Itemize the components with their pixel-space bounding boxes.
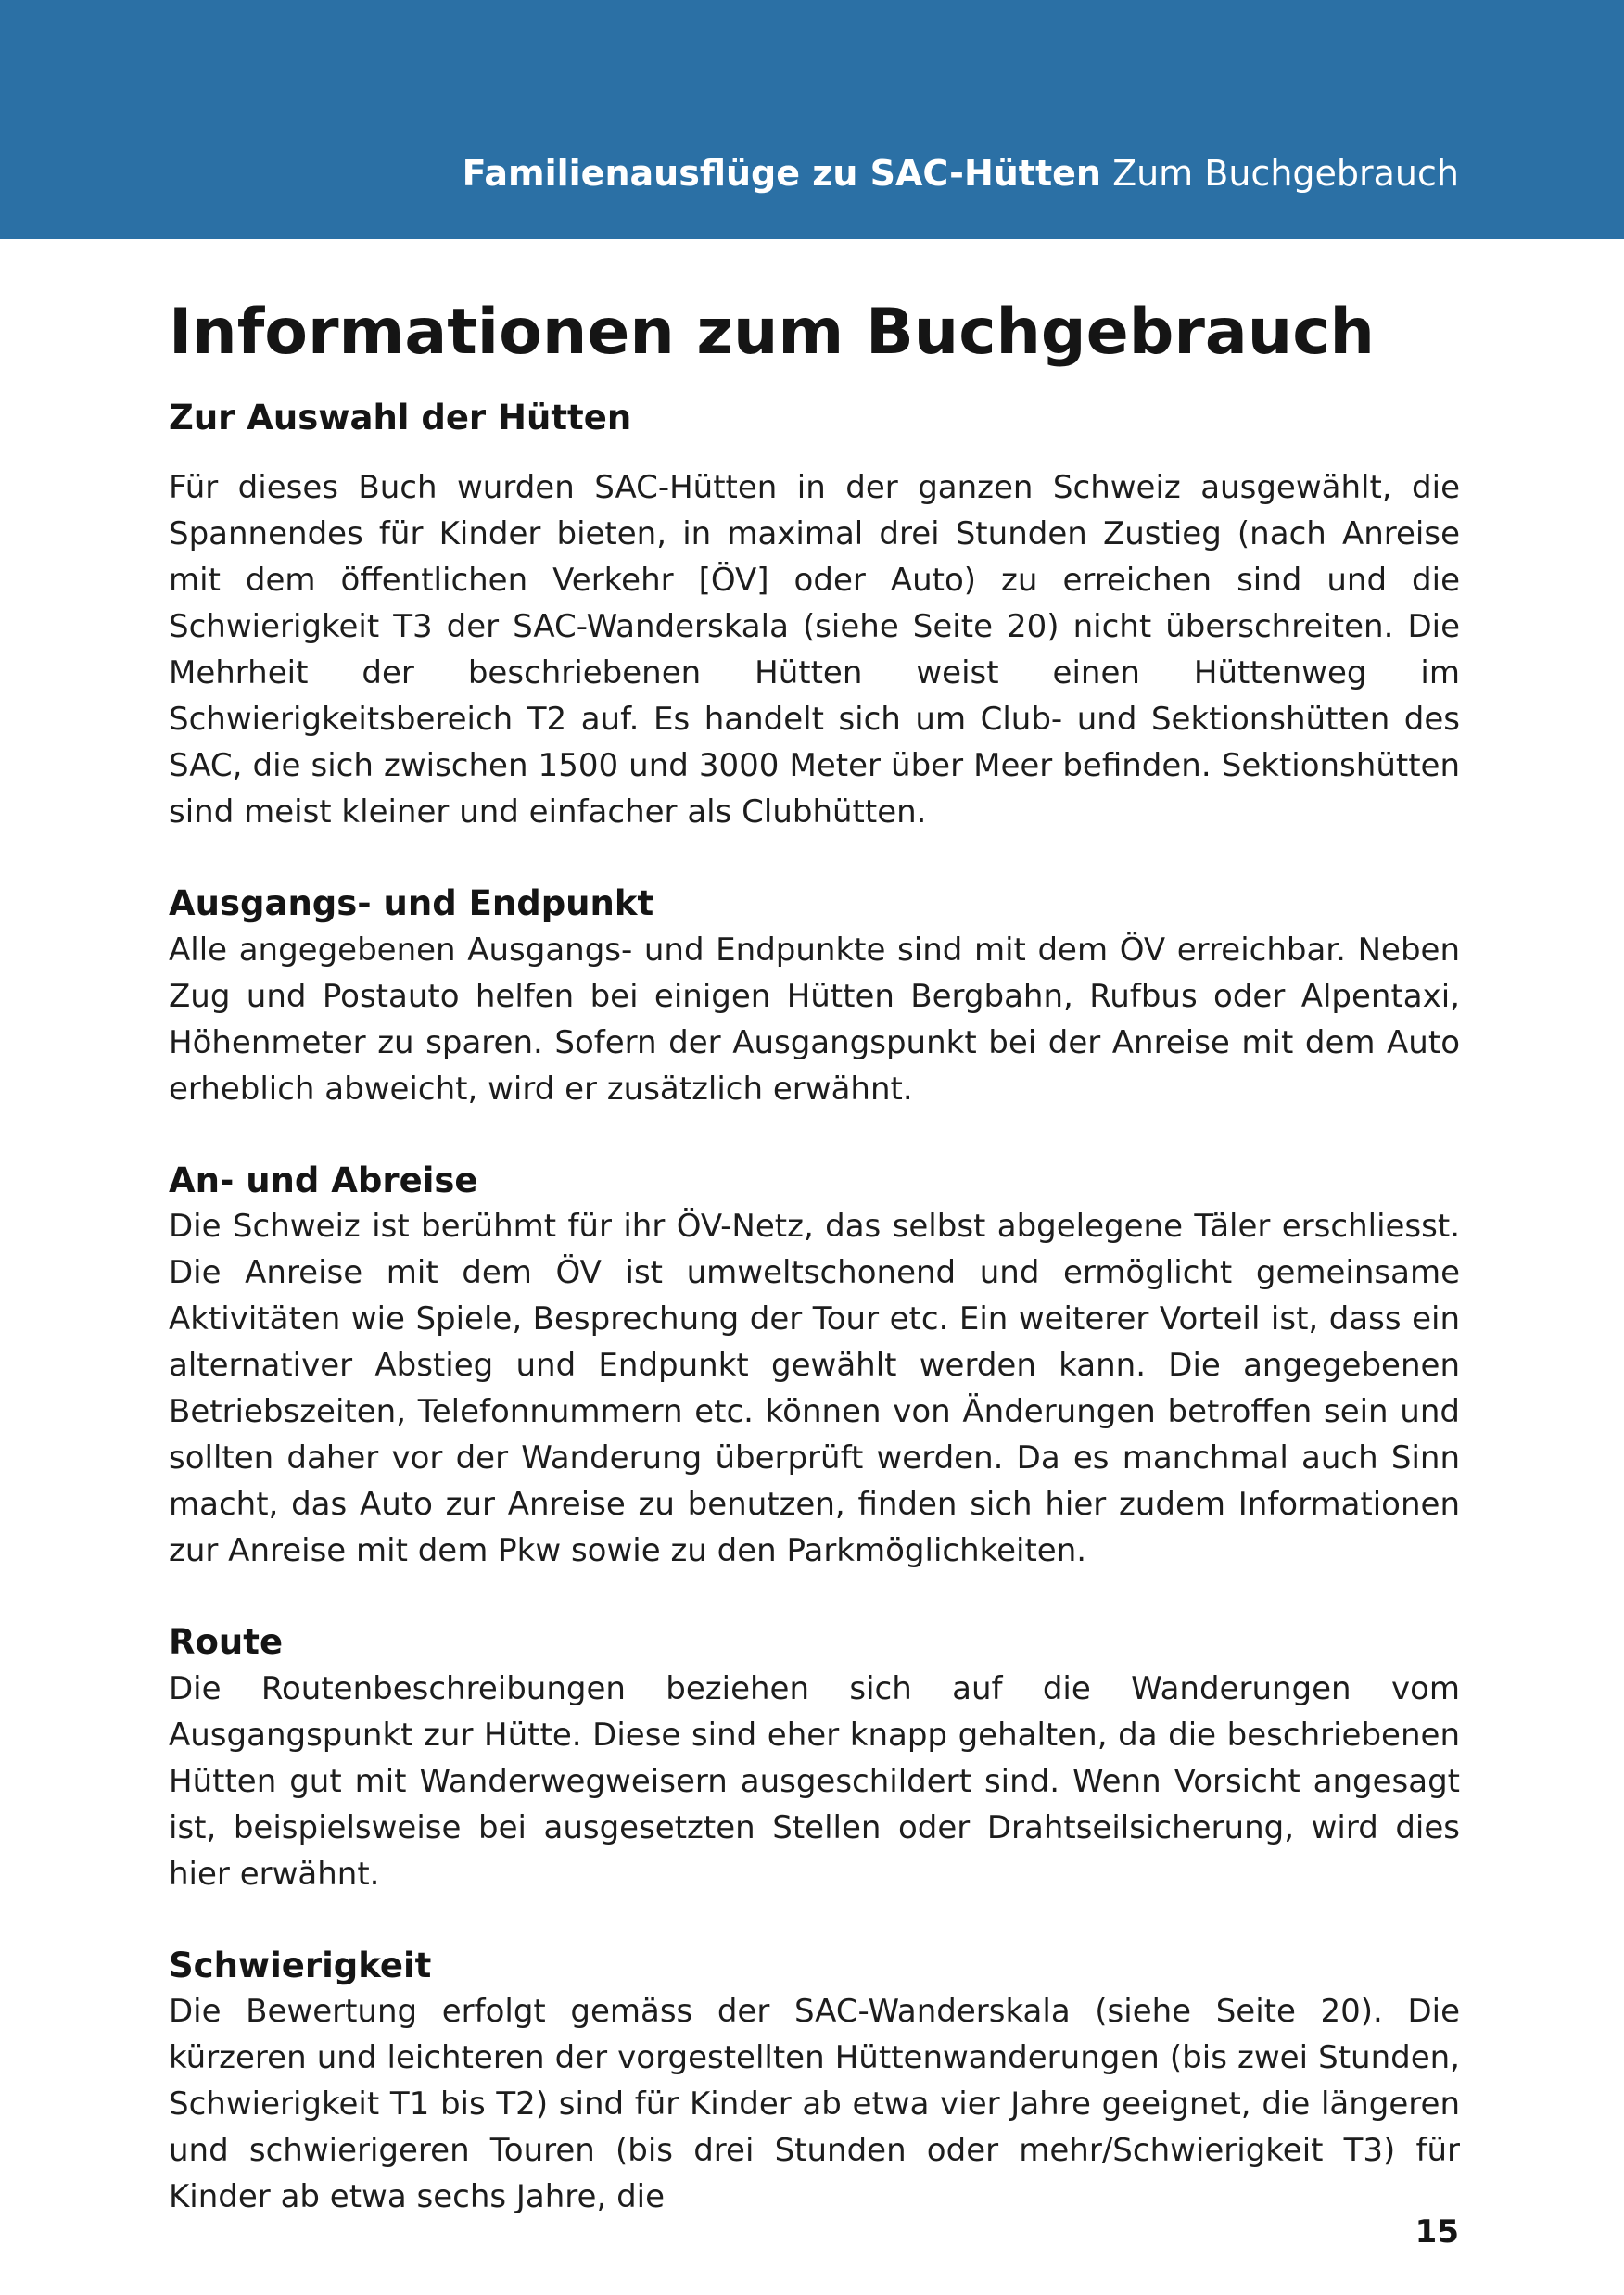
- intro-paragraph: Für dieses Buch wurden SAC-Hütten in der ganzen Schweiz ausgewählt, die Spannendes für Kinder bieten, in maximal drei Stunden Zustieg (nach Anreise mit dem öffentlichen Verkehr [ÖV] oder Auto) zu erreichen sind und die Schwierigkeit T3 der SAC-Wanderskala (siehe Seite 20) nicht überschreiten. Die Mehrheit der beschriebenen Hütten weist einen Hüttenweg im Schwierigkeitsbereich T2 auf. Es handelt sich um Club- und Sektionshütten des SAC, die sich zwischen 1500 und 3000 Meter über Meer befinden. Sektionshütten sind meist kleiner und einfacher als Clubhütten.: [169, 469, 1460, 831]
- section-title: Ausgangs- und Endpunkt: [169, 883, 654, 924]
- section-name: Zum Buchgebrauch: [1112, 153, 1459, 194]
- section-title: Schwierigkeit: [169, 1945, 432, 1985]
- page-title: Informationen zum Buchgebrauch: [169, 296, 1375, 369]
- section-title: An- und Abreise: [169, 1160, 478, 1200]
- section-an-abreise: [169, 1160, 1460, 1574]
- section-schwierigkeit: [169, 1946, 1460, 2220]
- section-ausgangs-endpunkt: [169, 883, 1460, 1111]
- running-header: [462, 153, 1459, 194]
- section-paragraph: Die Routenbeschreibungen beziehen sich auf die Wanderungen vom Ausgangspunkt zur Hütte. Diese sind eher knapp gehalten, da die beschriebenen Hütten gut mit Wanderwegweisern ausgeschildert sind. Wenn Vorsicht angesagt ist, beispielsweise bei ausgesetzten Stellen oder Drahtseilsicherung, wird dies hier erwähnt.: [169, 1669, 1460, 1893]
- section-title: Route: [169, 1622, 284, 1663]
- section-paragraph: Die Bewertung erfolgt gemäss der SAC-Wanderskala (siehe Seite 20). Die kürzeren und leichteren der vorgestellten Hüttenwanderungen (bis zwei Stunden, Schwierigkeit T1 bis T2) sind für Kinder ab etwa vier Jahre geeignet, die längeren und schwierigeren Touren (bis drei Stunden oder mehr/Schwierigkeit T3) für Kinder ab etwa sechs Jahre, die: [169, 1992, 1460, 2215]
- section-route: [169, 1622, 1460, 1896]
- book-title: Familienausflüge zu SAC-Hütten: [462, 153, 1101, 194]
- header-band: [0, 0, 1624, 239]
- page-content: [169, 296, 1460, 2220]
- intro-title: Zur Auswahl der Hütten: [169, 398, 632, 437]
- section-paragraph: Die Schweiz ist berühmt für ihr ÖV-Netz, das selbst abgelegene Täler erschliesst. Die Anreise mit dem ÖV ist umweltschonend und ermöglicht gemeinsame Aktivitäten wie Spiele, Besprechung der Tour etc. Ein weiterer Vorteil ist, dass ein alternativer Abstieg und Endpunkt gewählt werden kann. Die angegebenen Betriebszeiten, Telefonnummern etc. können von Änderungen betroffen sein und sollten daher vor der Wanderung überprüft werden. Da es manchmal auch Sinn macht, das Auto zur Anreise zu benutzen, finden sich hier zudem Informationen zur Anreise mit dem Pkw sowie zu den Parkmöglichkeiten.: [169, 1208, 1460, 1570]
- page-number: 15: [1415, 2213, 1459, 2251]
- section-paragraph: Alle angegebenen Ausgangs- und Endpunkte sind mit dem ÖV erreichbar. Neben Zug und Postauto helfen bei einigen Hütten Bergbahn, Rufbus oder Alpentaxi, Höhenmeter zu sparen. Sofern der Ausgangspunkt bei der Anreise mit dem Auto erheblich abweicht, wird er zusätzlich erwähnt.: [169, 931, 1460, 1108]
